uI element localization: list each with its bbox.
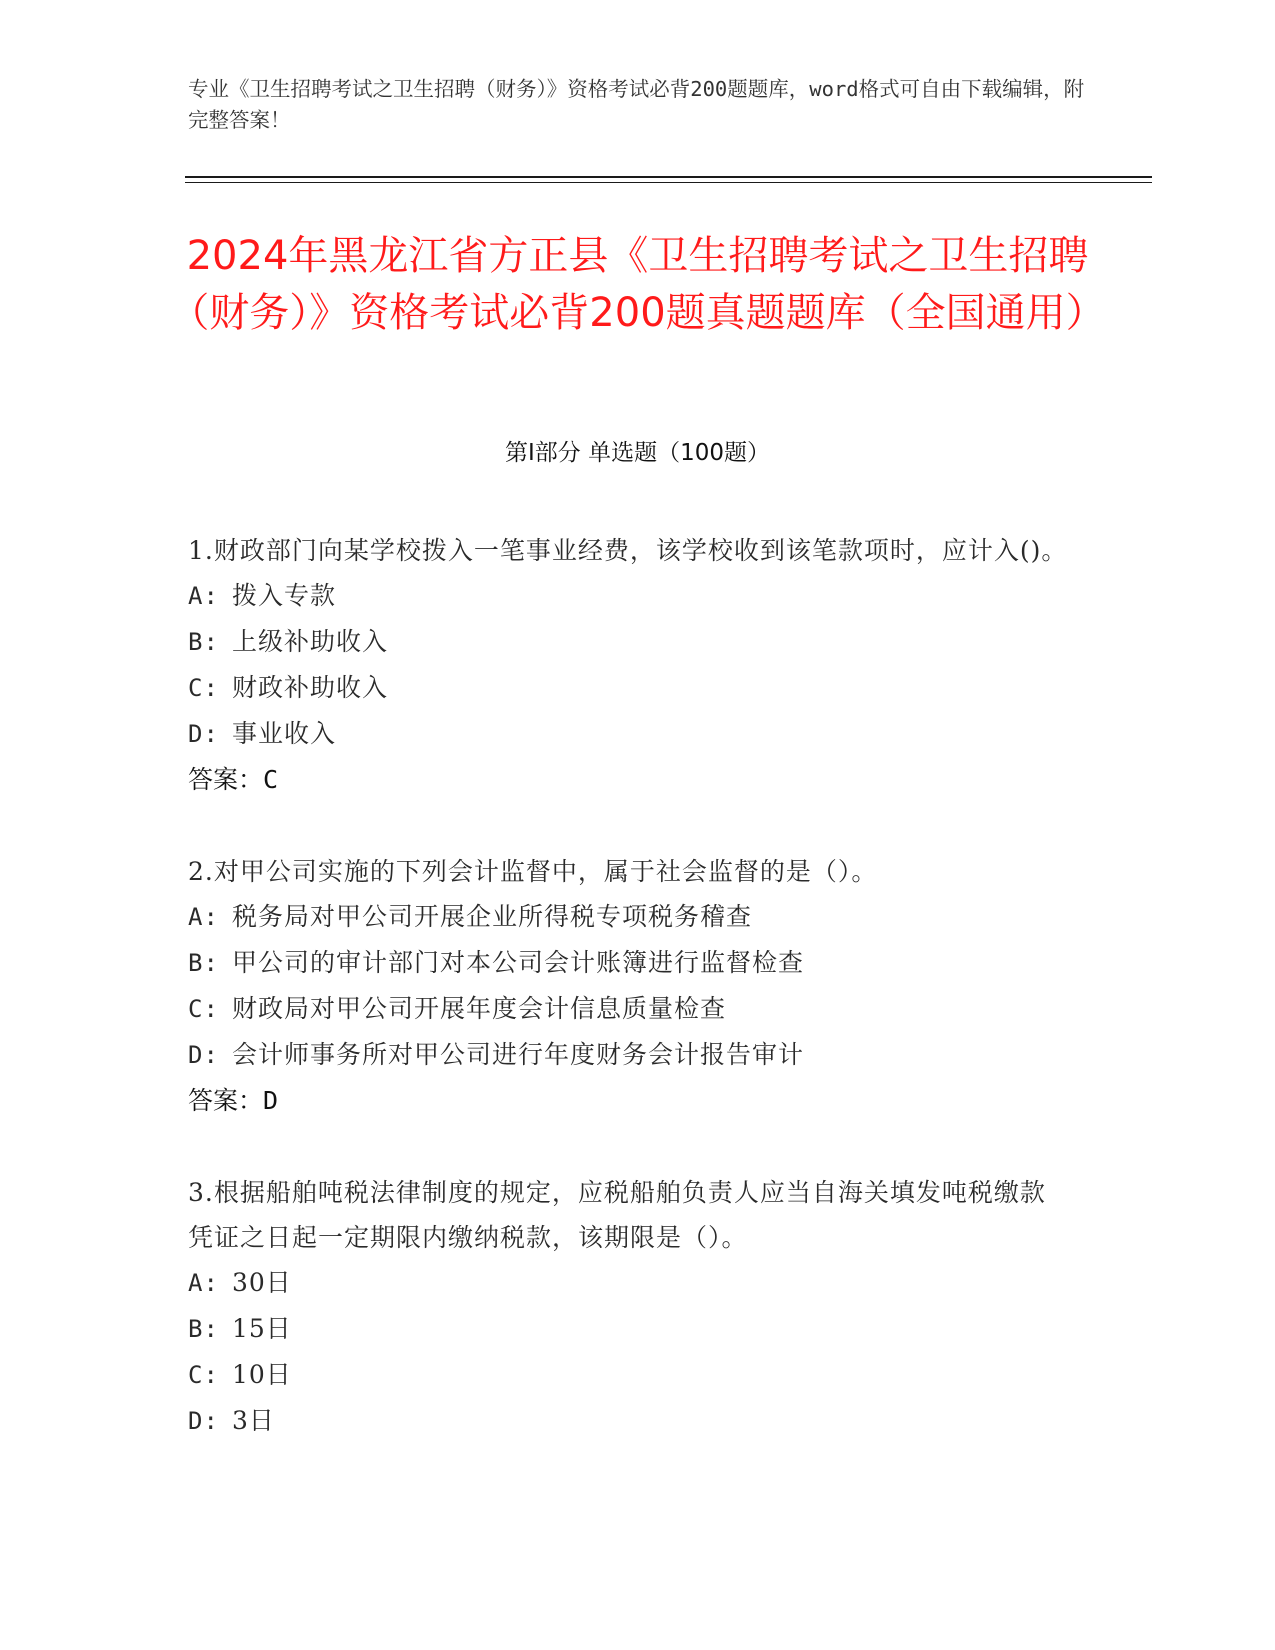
document-title: 2024年黑龙江省方正县《卫生招聘考试之卫生招聘（财务）》资格考试必背200题真题题库（全国通用） <box>169 233 1106 336</box>
option-d <box>188 1032 1068 1078</box>
option-c <box>188 1352 1068 1398</box>
header-divider-thin <box>185 182 1152 183</box>
option-c <box>188 665 1068 711</box>
question-list <box>188 528 1068 1491</box>
option-text: 事业收入 <box>232 719 337 748</box>
option-letter: A: <box>188 1269 219 1297</box>
option-letter: B: <box>188 628 219 656</box>
question-stem: 2.对甲公司实施的下列会计监督中，属于社会监督的是（）。 <box>188 857 878 886</box>
question-stem: 1.财政部门向某学校拨入一笔事业经费，该学校收到该笔款项时，应计入()。 <box>188 536 1068 565</box>
option-text: 15日 <box>232 1314 292 1343</box>
option-letter: C: <box>188 995 219 1023</box>
option-letter: B: <box>188 1315 219 1343</box>
option-a <box>188 894 1068 940</box>
option-letter: D: <box>188 1041 219 1069</box>
option-text: 10日 <box>232 1360 292 1389</box>
option-d <box>188 1398 1068 1444</box>
option-d <box>188 711 1068 757</box>
section-heading: 第Ⅰ部分 单选题（100题） <box>505 440 770 466</box>
answer-line <box>188 757 1068 802</box>
question-stem: 3.根据船舶吨税法律制度的规定，应税船舶负责人应当自海关填发吨税缴款凭证之日起一定期限内缴纳税款，该期限是（）。 <box>188 1178 1046 1252</box>
option-letter: C: <box>188 674 219 702</box>
option-text: 3日 <box>232 1406 275 1435</box>
option-letter: D: <box>188 1407 219 1435</box>
question-2 <box>188 849 1068 1123</box>
option-b <box>188 619 1068 665</box>
question-3 <box>188 1170 1068 1444</box>
header-divider <box>185 176 1152 178</box>
answer-label: 答案： <box>188 765 264 794</box>
option-letter: C: <box>188 1361 219 1389</box>
option-text: 30日 <box>232 1268 292 1297</box>
option-b <box>188 940 1068 986</box>
option-text: 会计师事务所对甲公司进行年度财务会计报告审计 <box>232 1040 805 1069</box>
option-text: 税务局对甲公司开展企业所得税专项税务稽查 <box>232 902 753 931</box>
option-text: 拨入专款 <box>232 581 337 610</box>
option-text: 上级补助收入 <box>232 627 389 656</box>
question-1 <box>188 528 1068 802</box>
answer-label: 答案： <box>188 1086 264 1115</box>
option-letter: B: <box>188 949 219 977</box>
option-text: 甲公司的审计部门对本公司会计账簿进行监督检查 <box>232 948 805 977</box>
answer-line <box>188 1078 1068 1123</box>
answer-value: C <box>263 765 279 794</box>
option-letter: A: <box>188 582 219 610</box>
option-letter: D: <box>188 720 219 748</box>
option-text: 财政补助收入 <box>232 673 389 702</box>
option-text: 财政局对甲公司开展年度会计信息质量检查 <box>232 994 727 1023</box>
option-c <box>188 986 1068 1032</box>
answer-value: D <box>263 1086 279 1115</box>
option-a <box>188 573 1068 619</box>
header-note: 专业《卫生招聘考试之卫生招聘（财务）》资格考试必背200题题库，word格式可自由下载编辑，附完整答案！ <box>188 77 1085 132</box>
option-a <box>188 1260 1068 1306</box>
option-b <box>188 1306 1068 1352</box>
option-letter: A: <box>188 903 219 931</box>
